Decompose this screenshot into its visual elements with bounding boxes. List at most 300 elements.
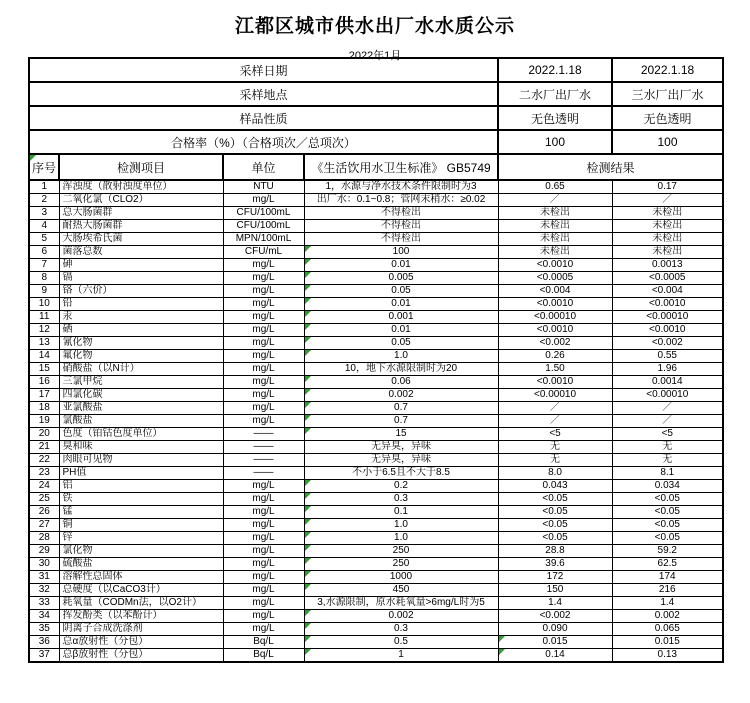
cell-standard: 0.1: [304, 506, 498, 519]
meta-value-plant2: 2022.1.18: [498, 58, 612, 82]
table-row: [29, 441, 723, 454]
cell-no: 34: [29, 610, 59, 623]
cell-standard: 0.001: [304, 311, 498, 324]
meta-value-plant2: 无色透明: [498, 106, 612, 130]
table-row: [29, 350, 723, 363]
cell-flag-icon: [305, 259, 311, 265]
cell-no: 7: [29, 259, 59, 272]
cell-flag-icon: [305, 428, 311, 434]
cell-result-plant3: 174: [612, 571, 723, 584]
cell-result-plant3: 无: [612, 454, 723, 467]
cell-no: 22: [29, 454, 59, 467]
table-row: [29, 571, 723, 584]
cell-standard: 250: [304, 558, 498, 571]
cell-result-plant3: <0.05: [612, 506, 723, 519]
cell-flag-icon: [305, 324, 311, 330]
cell-item: 臭和味: [59, 441, 223, 454]
cell-item: 总硬度（以CaCO3计）: [59, 584, 223, 597]
cell-result-plant3: ／: [612, 194, 723, 207]
cell-result-plant3: 0.034: [612, 480, 723, 493]
cell-unit: ——: [223, 428, 304, 441]
cell-flag-icon: [305, 272, 311, 278]
cell-result-plant3: <0.05: [612, 519, 723, 532]
cell-item: 挥发酚类（以苯酚计）: [59, 610, 223, 623]
cell-flag-icon: [305, 545, 311, 551]
cell-result-plant2: <0.0010: [498, 259, 612, 272]
table-row: [29, 467, 723, 480]
table-row: [29, 363, 723, 376]
cell-unit: mg/L: [223, 545, 304, 558]
cell-standard: 0.002: [304, 389, 498, 402]
table-row: [29, 480, 723, 493]
cell-result-plant2: <0.00010: [498, 311, 612, 324]
cell-unit: CFU/mL: [223, 246, 304, 259]
cell-standard: 1，水源与净水技术条件限制时为3: [304, 180, 498, 194]
cell-result-plant2: <5: [498, 428, 612, 441]
cell-result-plant2: 0.26: [498, 350, 612, 363]
table-row: [29, 649, 723, 663]
cell-no: 19: [29, 415, 59, 428]
cell-no: 32: [29, 584, 59, 597]
cell-no: 6: [29, 246, 59, 259]
cell-standard: 1000: [304, 571, 498, 584]
cell-standard: 0.2: [304, 480, 498, 493]
cell-no: 2: [29, 194, 59, 207]
cell-no: 37: [29, 649, 59, 663]
cell-no: 15: [29, 363, 59, 376]
cell-flag-icon: [305, 532, 311, 538]
meta-label: 采样地点: [29, 82, 498, 106]
cell-unit: mg/L: [223, 610, 304, 623]
cell-no: 11: [29, 311, 59, 324]
cell-standard: 无异臭，异味: [304, 454, 498, 467]
cell-unit: mg/L: [223, 272, 304, 285]
cell-no: 17: [29, 389, 59, 402]
cell-unit: mg/L: [223, 259, 304, 272]
cell-result-plant2: 172: [498, 571, 612, 584]
cell-standard: 3,水源限制，原水耗氧量>6mg/L时为5: [304, 597, 498, 610]
cell-no: 35: [29, 623, 59, 636]
cell-result-plant3: 0.0014: [612, 376, 723, 389]
cell-standard: 0.7: [304, 415, 498, 428]
cell-result-plant2: <0.0010: [498, 376, 612, 389]
cell-item: 铜: [59, 519, 223, 532]
cell-result-plant3: 8.1: [612, 467, 723, 480]
cell-result-plant3: ／: [612, 415, 723, 428]
page-title: 江都区城市供水出厂水水质公示: [234, 16, 515, 37]
cell-unit: mg/L: [223, 337, 304, 350]
table-row: [29, 337, 723, 350]
cell-item: 铁: [59, 493, 223, 506]
cell-standard: 1.0: [304, 532, 498, 545]
cell-no: 33: [29, 597, 59, 610]
cell-result-plant3: <0.00010: [612, 311, 723, 324]
table-row: [29, 246, 723, 259]
table-row: [29, 415, 723, 428]
cell-standard: 0.7: [304, 402, 498, 415]
cell-flag-icon: [305, 571, 311, 577]
cell-standard: 0.3: [304, 493, 498, 506]
cell-unit: mg/L: [223, 363, 304, 376]
cell-unit: mg/L: [223, 519, 304, 532]
cell-standard: 出厂水：0.1~0.8；管网末稍水：≥0.02: [304, 194, 498, 207]
cell-result-plant3: <0.0010: [612, 298, 723, 311]
cell-item: PH值: [59, 467, 223, 480]
cell-standard: 0.5: [304, 636, 498, 649]
cell-flag-icon: [305, 402, 311, 408]
cell-result-plant3: 1.96: [612, 363, 723, 376]
cell-result-plant3: 未检出: [612, 220, 723, 233]
column-header-row: [29, 154, 723, 180]
table-row: [29, 298, 723, 311]
cell-item: 总β放射性（分包）: [59, 649, 223, 663]
cell-unit: mg/L: [223, 350, 304, 363]
cell-unit: ——: [223, 454, 304, 467]
cell-result-plant3: 0.13: [612, 649, 723, 663]
cell-flag-icon: [305, 636, 311, 642]
cell-standard: 250: [304, 545, 498, 558]
cell-result-plant2: 1.4: [498, 597, 612, 610]
cell-result-plant2: 无: [498, 454, 612, 467]
cell-item: 阴离子合成洗涤剂: [59, 623, 223, 636]
cell-result-plant3: <0.002: [612, 337, 723, 350]
col-header-standard: 《生活饮用水卫生标准》 GB5749: [304, 154, 498, 180]
cell-result-plant2: 0.65: [498, 180, 612, 194]
cell-item: 总大肠菌群: [59, 207, 223, 220]
cell-no: 31: [29, 571, 59, 584]
cell-item: 氟化物: [59, 350, 223, 363]
cell-item: 硒: [59, 324, 223, 337]
cell-flag-icon: [305, 285, 311, 291]
cell-result-plant3: <0.05: [612, 532, 723, 545]
cell-result-plant3: 0.0013: [612, 259, 723, 272]
cell-standard: 15: [304, 428, 498, 441]
cell-no: 3: [29, 207, 59, 220]
cell-item: 铅: [59, 298, 223, 311]
cell-unit: Bq/L: [223, 636, 304, 649]
cell-item: 氯化物: [59, 545, 223, 558]
cell-flag-icon: [305, 649, 311, 655]
cell-no: 14: [29, 350, 59, 363]
col-header-unit: 单位: [223, 154, 304, 180]
cell-standard: 0.01: [304, 259, 498, 272]
cell-result-plant3: 0.065: [612, 623, 723, 636]
table-row: [29, 389, 723, 402]
page-subtitle: 2022年1月: [348, 50, 402, 62]
cell-standard: 不得检出: [304, 220, 498, 233]
cell-result-plant2: <0.002: [498, 337, 612, 350]
cell-no: 8: [29, 272, 59, 285]
cell-flag-icon: [305, 389, 311, 395]
cell-result-plant3: 无: [612, 441, 723, 454]
cell-standard: 不得检出: [304, 233, 498, 246]
cell-unit: mg/L: [223, 506, 304, 519]
meta-row-sample-nature: [29, 106, 723, 130]
cell-result-plant2: <0.05: [498, 532, 612, 545]
cell-standard: 10，地下水源限制时为20: [304, 363, 498, 376]
cell-result-plant2: <0.05: [498, 519, 612, 532]
cell-result-plant2: 39.6: [498, 558, 612, 571]
cell-standard: 1: [304, 649, 498, 663]
cell-standard: 0.005: [304, 272, 498, 285]
cell-unit: mg/L: [223, 298, 304, 311]
cell-unit: Bq/L: [223, 649, 304, 663]
cell-result-plant2: 未检出: [498, 246, 612, 259]
cell-item: 三氯甲烷: [59, 376, 223, 389]
cell-standard: 0.01: [304, 324, 498, 337]
table-row: [29, 506, 723, 519]
cell-item: 砷: [59, 259, 223, 272]
cell-standard: 无异臭，异味: [304, 441, 498, 454]
cell-unit: MPN/100mL: [223, 233, 304, 246]
cell-item: 菌落总数: [59, 246, 223, 259]
cell-no: 21: [29, 441, 59, 454]
cell-result-plant3: 1.4: [612, 597, 723, 610]
cell-result-plant3: 59.2: [612, 545, 723, 558]
cell-standard: 不得检出: [304, 207, 498, 220]
table-row: [29, 259, 723, 272]
table-row: [29, 545, 723, 558]
meta-value-plant2: 100: [498, 130, 612, 154]
cell-item: 色度（铂钴色度单位）: [59, 428, 223, 441]
cell-unit: mg/L: [223, 311, 304, 324]
cell-flag-icon: [305, 506, 311, 512]
cell-item: 亚氯酸盐: [59, 402, 223, 415]
cell-no: 25: [29, 493, 59, 506]
cell-unit: mg/L: [223, 402, 304, 415]
cell-item: 肉眼可见物: [59, 454, 223, 467]
meta-value-plant3: 三水厂出厂水: [612, 82, 723, 106]
cell-no: 20: [29, 428, 59, 441]
table-row: [29, 597, 723, 610]
meta-row-sample-date: [29, 58, 723, 82]
cell-result-plant2: 0.090: [498, 623, 612, 636]
table-row: [29, 233, 723, 246]
cell-no: 1: [29, 180, 59, 194]
cell-standard: 1.0: [304, 519, 498, 532]
cell-unit: ——: [223, 441, 304, 454]
cell-result-plant2: <0.00010: [498, 389, 612, 402]
meta-value-plant3: 100: [612, 130, 723, 154]
cell-result-plant3: 0.002: [612, 610, 723, 623]
table-row: [29, 454, 723, 467]
cell-item: 锰: [59, 506, 223, 519]
cell-result-plant2: 150: [498, 584, 612, 597]
cell-unit: NTU: [223, 180, 304, 194]
cell-result-plant3: <0.0005: [612, 272, 723, 285]
cell-no: 9: [29, 285, 59, 298]
cell-flag-icon: [499, 649, 505, 655]
cell-result-plant2: <0.05: [498, 506, 612, 519]
water-quality-table: [28, 57, 724, 663]
col-header-result: 检测结果: [498, 154, 723, 180]
cell-no: 16: [29, 376, 59, 389]
cell-standard: 100: [304, 246, 498, 259]
cell-result-plant2: <0.05: [498, 493, 612, 506]
cell-no: 24: [29, 480, 59, 493]
cell-unit: mg/L: [223, 493, 304, 506]
cell-unit: mg/L: [223, 558, 304, 571]
cell-no: 36: [29, 636, 59, 649]
cell-item: 总α放射性（分包）: [59, 636, 223, 649]
cell-standard: 不小于6.5且不大于8.5: [304, 467, 498, 480]
cell-result-plant3: 216: [612, 584, 723, 597]
table-row: [29, 428, 723, 441]
table-row: [29, 610, 723, 623]
table-row: [29, 194, 723, 207]
table-row: [29, 180, 723, 194]
cell-result-plant2: 0.14: [498, 649, 612, 663]
cell-item: 铬（六价）: [59, 285, 223, 298]
cell-result-plant2: ／: [498, 415, 612, 428]
cell-no: 13: [29, 337, 59, 350]
table-row: [29, 519, 723, 532]
cell-unit: mg/L: [223, 623, 304, 636]
cell-item: 二氧化氯（CLO2）: [59, 194, 223, 207]
cell-standard: 0.06: [304, 376, 498, 389]
cell-standard: 0.3: [304, 623, 498, 636]
cell-standard: 0.002: [304, 610, 498, 623]
cell-no: 29: [29, 545, 59, 558]
cell-unit: ——: [223, 467, 304, 480]
cell-no: 18: [29, 402, 59, 415]
cell-flag-icon: [305, 623, 311, 629]
table-row: [29, 376, 723, 389]
cell-result-plant3: <0.05: [612, 493, 723, 506]
cell-result-plant2: ／: [498, 194, 612, 207]
cell-standard: 1.0: [304, 350, 498, 363]
table-row: [29, 311, 723, 324]
cell-result-plant3: ／: [612, 402, 723, 415]
cell-unit: mg/L: [223, 597, 304, 610]
cell-result-plant3: <0.004: [612, 285, 723, 298]
cell-flag-icon: [305, 246, 311, 252]
cell-unit: CFU/100mL: [223, 207, 304, 220]
cell-result-plant2: 未检出: [498, 220, 612, 233]
cell-unit: mg/L: [223, 194, 304, 207]
cell-flag-icon: [305, 519, 311, 525]
meta-row-sample-location: [29, 82, 723, 106]
cell-item: 氯酸盐: [59, 415, 223, 428]
meta-label: 采样日期: [29, 58, 498, 82]
cell-unit: mg/L: [223, 324, 304, 337]
cell-result-plant2: 28.8: [498, 545, 612, 558]
table-row: [29, 220, 723, 233]
cell-item: 镉: [59, 272, 223, 285]
cell-standard: 0.01: [304, 298, 498, 311]
cell-standard: 0.05: [304, 337, 498, 350]
cell-item: 硫酸盐: [59, 558, 223, 571]
cell-no: 12: [29, 324, 59, 337]
table-row: [29, 584, 723, 597]
cell-result-plant3: 未检出: [612, 233, 723, 246]
cell-result-plant2: <0.002: [498, 610, 612, 623]
cell-flag-icon: [30, 155, 36, 161]
meta-label: 合格率（%）（合格项次／总项次）: [29, 130, 498, 154]
cell-item: 大肠埃希氏菌: [59, 233, 223, 246]
meta-value-plant2: 二水厂出厂水: [498, 82, 612, 106]
cell-flag-icon: [305, 610, 311, 616]
cell-result-plant2: <0.004: [498, 285, 612, 298]
cell-unit: mg/L: [223, 571, 304, 584]
table-row: [29, 623, 723, 636]
cell-flag-icon: [305, 311, 311, 317]
table-row: [29, 285, 723, 298]
cell-item: 四氯化碳: [59, 389, 223, 402]
table-row: [29, 636, 723, 649]
cell-result-plant2: 无: [498, 441, 612, 454]
cell-result-plant3: 0.55: [612, 350, 723, 363]
cell-flag-icon: [305, 298, 311, 304]
cell-result-plant3: <0.0010: [612, 324, 723, 337]
table-row: [29, 207, 723, 220]
meta-value-plant3: 2022.1.18: [612, 58, 723, 82]
meta-row-pass-rate: [29, 130, 723, 154]
cell-item: 汞: [59, 311, 223, 324]
cell-item: 硝酸盐（以N计）: [59, 363, 223, 376]
cell-no: 27: [29, 519, 59, 532]
cell-flag-icon: [305, 558, 311, 564]
cell-flag-icon: [305, 480, 311, 486]
cell-item: 耐热大肠菌群: [59, 220, 223, 233]
cell-item: 耗氧量（CODMn法，以O2计）: [59, 597, 223, 610]
table-row: [29, 324, 723, 337]
meta-value-plant3: 无色透明: [612, 106, 723, 130]
meta-label: 样品性质: [29, 106, 498, 130]
cell-unit: CFU/100mL: [223, 220, 304, 233]
cell-result-plant3: 0.015: [612, 636, 723, 649]
cell-result-plant2: <0.0005: [498, 272, 612, 285]
table-row: [29, 558, 723, 571]
table-row: [29, 493, 723, 506]
cell-result-plant2: <0.0010: [498, 298, 612, 311]
table-row: [29, 272, 723, 285]
cell-unit: mg/L: [223, 584, 304, 597]
cell-flag-icon: [305, 584, 311, 590]
cell-flag-icon: [305, 376, 311, 382]
cell-result-plant3: 0.17: [612, 180, 723, 194]
col-header-no: [29, 154, 59, 180]
cell-result-plant3: 未检出: [612, 246, 723, 259]
col-header-item: 检测项目: [59, 154, 223, 180]
cell-result-plant2: 8.0: [498, 467, 612, 480]
cell-result-plant3: 62.5: [612, 558, 723, 571]
cell-item: 浑浊度（散射浊度单位）: [59, 180, 223, 194]
cell-unit: mg/L: [223, 389, 304, 402]
cell-result-plant2: 0.043: [498, 480, 612, 493]
cell-result-plant2: 未检出: [498, 233, 612, 246]
cell-item: 氰化物: [59, 337, 223, 350]
cell-item: 铝: [59, 480, 223, 493]
cell-unit: mg/L: [223, 480, 304, 493]
table-row: [29, 402, 723, 415]
cell-result-plant3: 未检出: [612, 207, 723, 220]
cell-unit: mg/L: [223, 285, 304, 298]
cell-result-plant3: <0.00010: [612, 389, 723, 402]
cell-no: 23: [29, 467, 59, 480]
cell-result-plant2: ／: [498, 402, 612, 415]
cell-result-plant2: 0.015: [498, 636, 612, 649]
cell-no: 28: [29, 532, 59, 545]
col-header-no-label: 序号: [31, 160, 56, 175]
cell-flag-icon: [305, 415, 311, 421]
cell-result-plant2: 未检出: [498, 207, 612, 220]
cell-flag-icon: [305, 350, 311, 356]
cell-result-plant3: <5: [612, 428, 723, 441]
cell-unit: mg/L: [223, 532, 304, 545]
cell-standard: 450: [304, 584, 498, 597]
cell-no: 26: [29, 506, 59, 519]
